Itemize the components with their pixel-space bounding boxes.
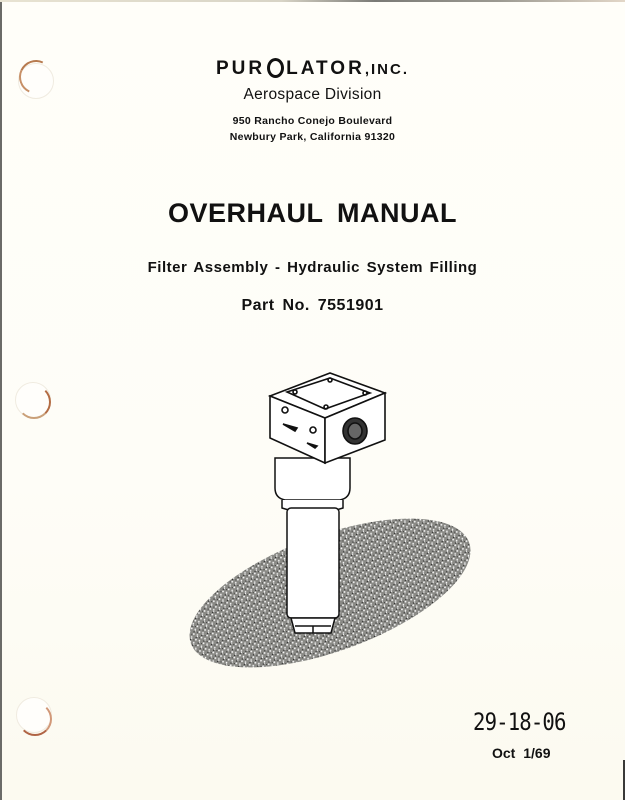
punch-hole-bottom bbox=[16, 697, 52, 733]
logo-text-pre: PUR bbox=[216, 58, 266, 79]
logo-o-mark-icon bbox=[267, 58, 284, 78]
document-number: 29-18-06 bbox=[473, 708, 566, 736]
rust-stain bbox=[18, 702, 52, 736]
document-subtitle: Filter Assembly - Hydraulic System Filling bbox=[147, 259, 478, 276]
punch-hole-middle bbox=[15, 382, 51, 418]
logo-text-post: LATOR bbox=[286, 58, 365, 79]
division-name: Aerospace Division bbox=[243, 86, 382, 103]
filter-head-block bbox=[270, 373, 385, 463]
document-title: OVERHAUL MANUAL bbox=[168, 198, 457, 228]
scan-edge-top bbox=[0, 0, 625, 2]
logo-suffix: ,INC. bbox=[364, 61, 409, 78]
filter-bowl bbox=[275, 458, 350, 633]
revision-date: Oct 1/69 bbox=[492, 745, 551, 761]
address-line-2: Newbury Park, California 91320 bbox=[229, 131, 396, 143]
part-number: Part No. 7551901 bbox=[241, 297, 384, 314]
rust-stain bbox=[17, 385, 51, 419]
filter-assembly-illustration bbox=[175, 368, 475, 668]
address-line-1: 950 Rancho Conejo Boulevard bbox=[232, 115, 393, 127]
company-logo bbox=[0, 58, 625, 80]
